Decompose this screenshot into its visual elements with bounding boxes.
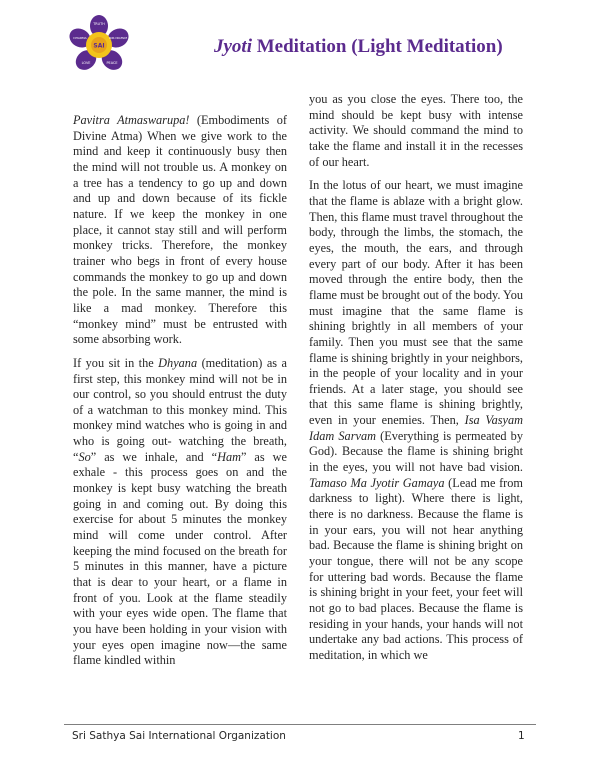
right-column <box>309 92 523 672</box>
term-so: So <box>78 449 91 464</box>
logo-center-label: SAI <box>93 42 105 50</box>
left-paragraph-2 <box>73 356 287 669</box>
term-dhyana: Dhyana <box>158 355 198 370</box>
logo-petal-love: LOVE <box>81 61 91 65</box>
logo-petal-dharma: DHARMA <box>73 36 87 40</box>
right-p2-text-e: (Lead me from darkness to light). Where there is light, there is no darkness. Because the flame is in your ears, you will not hear anything bad. Because the flame is shining bright on your tongue, there will not be any scope for uttering bad words. Because the flame is shining bright in your feet, your feet will not go to bad places. Because the flame is residing in your hands, your hands will not undertake any bad actions. This process of meditation, in which we <box>309 475 523 662</box>
term-isa-vasyam: Isa Vasyam Idam Sarvam <box>309 413 524 443</box>
term-tamaso-ma: Tamaso Ma Jyotir Gamaya <box>309 475 445 490</box>
logo-petal-peace: PEACE <box>106 61 118 65</box>
ssio-logo <box>64 14 134 76</box>
left-p2-text-g: ” as we exhale - this process goes on and the monkey is kept busy watching the breath going in and coming out. By doing this exercise for about 5 minutes the monkey mind will come under control. After keeping the mind focused on the breath for 5 minutes in this manner, have a picture that is dear to your heart, or a flame in front of you. Look at the flame steadily with your eyes wide open. The flame that you have been holding in your vision with your eyes open imagine now—the same flame kindled within <box>73 449 287 668</box>
page-number: 1 <box>518 730 525 742</box>
right-paragraph-1 <box>309 92 523 170</box>
right-p2-text-a: In the lotus of our heart, we must imagine that the flame is ablaze with a bright glow. Then, this flame must travel throughout the body, through the limbs, the stomach, the eyes, the mouth, the ears, and through every part of our body. After it has been moved through the entire body, then the flame must be brought out of the body. You must imagine that the same flame is shining brightly in all members of your family. Then you must see that the same flame is shining brightly in your neighbors, in the people of your locality and in your friends. At a later stage, you should see that this same flame is shining brightly, even in your enemies. Then, <box>309 178 523 428</box>
left-paragraph-1 <box>73 113 287 348</box>
footer-divider <box>64 724 536 725</box>
left-p1-text: (Embodiments of Divine Atma) When we give work to the mind and keep it continuously busy then the mind will not trouble us. A monkey on a tree has a tendency to go up and down and up and down because of its fickle nature. If we keep the monkey in one place, it cannot stay still and will perform monkey tricks. Therefore, the monkey trainer who begs in front of every house commands the monkey to go up and down the pole. In the same manner, the mind is like a mad monkey. Therefore this “monkey mind” must be entrusted with some absorbing work. <box>73 113 287 347</box>
right-paragraph-2 <box>309 178 523 663</box>
right-p1-text: you as you close the eyes. There too, the mind should be kept busy with intense activity. We should command the mind to take the flame and install it in the recesses of our heart. <box>309 92 523 169</box>
right-p2-text-c: (Everything is permeated by God). Because the flame is shining bright in the eyes, you will not have bad vision. <box>309 428 523 475</box>
title-jyoti: Jyoti <box>214 36 252 57</box>
logo-petal-nonviolence: NON-VIOLENCE <box>108 37 128 40</box>
left-p2-text-a: If you sit in the <box>73 355 159 370</box>
page-title <box>214 36 544 58</box>
salutation: Pavitra Atmaswarupa! <box>73 113 190 127</box>
left-p2-text-c: (meditation) as a first step, this monkey mind will not be in our control, so you should entrust the duty of a watchman to this monkey mind. This monkey mind watches who is going in and who is going out- watching the breath, “ <box>73 355 287 464</box>
title-rest: Meditation (Light Meditation) <box>252 36 503 57</box>
logo-petal-truth: TRUTH <box>93 22 105 26</box>
left-column <box>73 113 287 677</box>
left-p2-text-e: ” as we inhale, and “ <box>90 449 218 464</box>
term-ham: Ham <box>217 449 241 464</box>
footer-organization: Sri Sathya Sai International Organization <box>72 730 286 742</box>
